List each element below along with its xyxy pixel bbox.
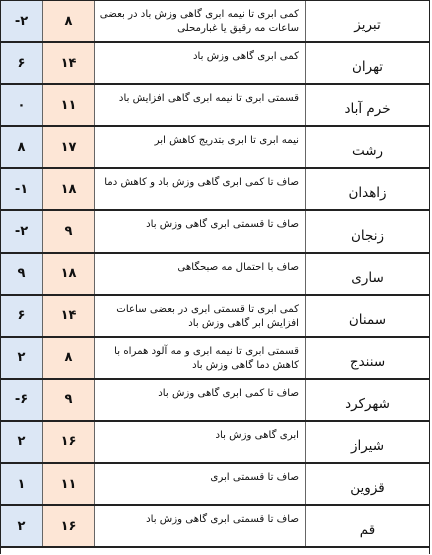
table-row [1, 85, 429, 127]
table-row [1, 296, 429, 338]
table-row [1, 338, 429, 380]
weather-description: صاف تا کمی ابری گاهی وزش باد و کاهش دما [95, 169, 306, 209]
table-row [1, 506, 429, 548]
max-temp: ۱۴ [43, 43, 95, 83]
max-temp: ۸ [43, 1, 95, 41]
table-row [1, 211, 429, 253]
city-name: تهران [351, 59, 384, 76]
table-row [1, 254, 429, 296]
max-temp: ۸ [43, 338, 95, 378]
min-temp: ۸ [1, 127, 43, 167]
min-temp: ۹ [1, 254, 43, 294]
table-row [1, 422, 429, 464]
table-row [1, 169, 429, 211]
max-temp: ۱۴ [43, 296, 95, 336]
city-name: زاهدان [348, 185, 387, 202]
city-name: قم [359, 522, 376, 539]
min-temp: ۰ [1, 85, 43, 125]
city-name: قزوین [350, 480, 385, 497]
max-temp: ۱۸ [43, 169, 95, 209]
weather-description: صاف تا قسمتی ابری [95, 464, 306, 504]
weather-description: صاف تا قسمتی ابری گاهی وزش باد [95, 506, 306, 546]
max-temp: ۱۶ [43, 422, 95, 462]
table-row [1, 464, 429, 506]
city-name: سنندج [349, 353, 386, 370]
weather-description: صاف با احتمال مه صبحگاهی [95, 254, 306, 294]
weather-description: صاف تا کمی ابری گاهی وزش باد [95, 380, 306, 420]
city-name: رشت [351, 143, 384, 160]
weather-description: کمی ابری گاهی وزش باد [95, 43, 306, 83]
max-temp: ۱۱ [43, 85, 95, 125]
max-temp: ۱۸ [43, 254, 95, 294]
min-temp: ۲ [1, 338, 43, 378]
city-name: خرم آباد [344, 101, 391, 118]
city-name: شهرکرد [345, 395, 390, 412]
min-temp: ۲ [1, 506, 43, 546]
max-temp: ۱۷ [43, 127, 95, 167]
weather-description: قسمتی ابری تا نیمه ابری و مه آلود همراه با کاهش دما گاهی وزش باد [95, 338, 306, 378]
weather-description: کمی ابری تا قسمتی ابری در بعضی ساعات افزایش ابر گاهی وزش باد [95, 296, 306, 336]
city-name: تبریز [354, 17, 381, 34]
weather-description: نیمه ابری تا ابری بتدریج کاهش ابر [95, 127, 306, 167]
max-temp: ۱۱ [43, 464, 95, 504]
table-row [1, 380, 429, 422]
min-temp: -۶ [1, 380, 43, 420]
min-temp: -۲ [1, 211, 43, 251]
table-row [1, 43, 429, 85]
min-temp: ۶ [1, 43, 43, 83]
city-name: شیراز [350, 438, 385, 455]
city-name: زنجان [350, 227, 385, 244]
weather-description: صاف تا قسمتی ابری گاهی وزش باد [95, 211, 306, 251]
weather-description: کمی ابری تا نیمه ابری گاهی وزش باد در بعضی ساعات مه رقیق یا غبارمحلی [95, 1, 306, 41]
min-temp: ۶ [1, 296, 43, 336]
min-temp: -۲ [1, 1, 43, 41]
min-temp: -۱ [1, 169, 43, 209]
max-temp: ۹ [43, 380, 95, 420]
weather-description: قسمتی ابری تا نیمه ابری گاهی افزایش باد [95, 85, 306, 125]
min-temp: ۲ [1, 422, 43, 462]
weather-description: ابری گاهی وزش باد [95, 422, 306, 462]
min-temp: ۱ [1, 464, 43, 504]
city-name: سمنان [348, 311, 387, 328]
max-temp: ۹ [43, 211, 95, 251]
table-row [1, 127, 429, 169]
max-temp: ۱۶ [43, 506, 95, 546]
city-name: ساری [351, 269, 384, 286]
table-row [1, 1, 429, 43]
